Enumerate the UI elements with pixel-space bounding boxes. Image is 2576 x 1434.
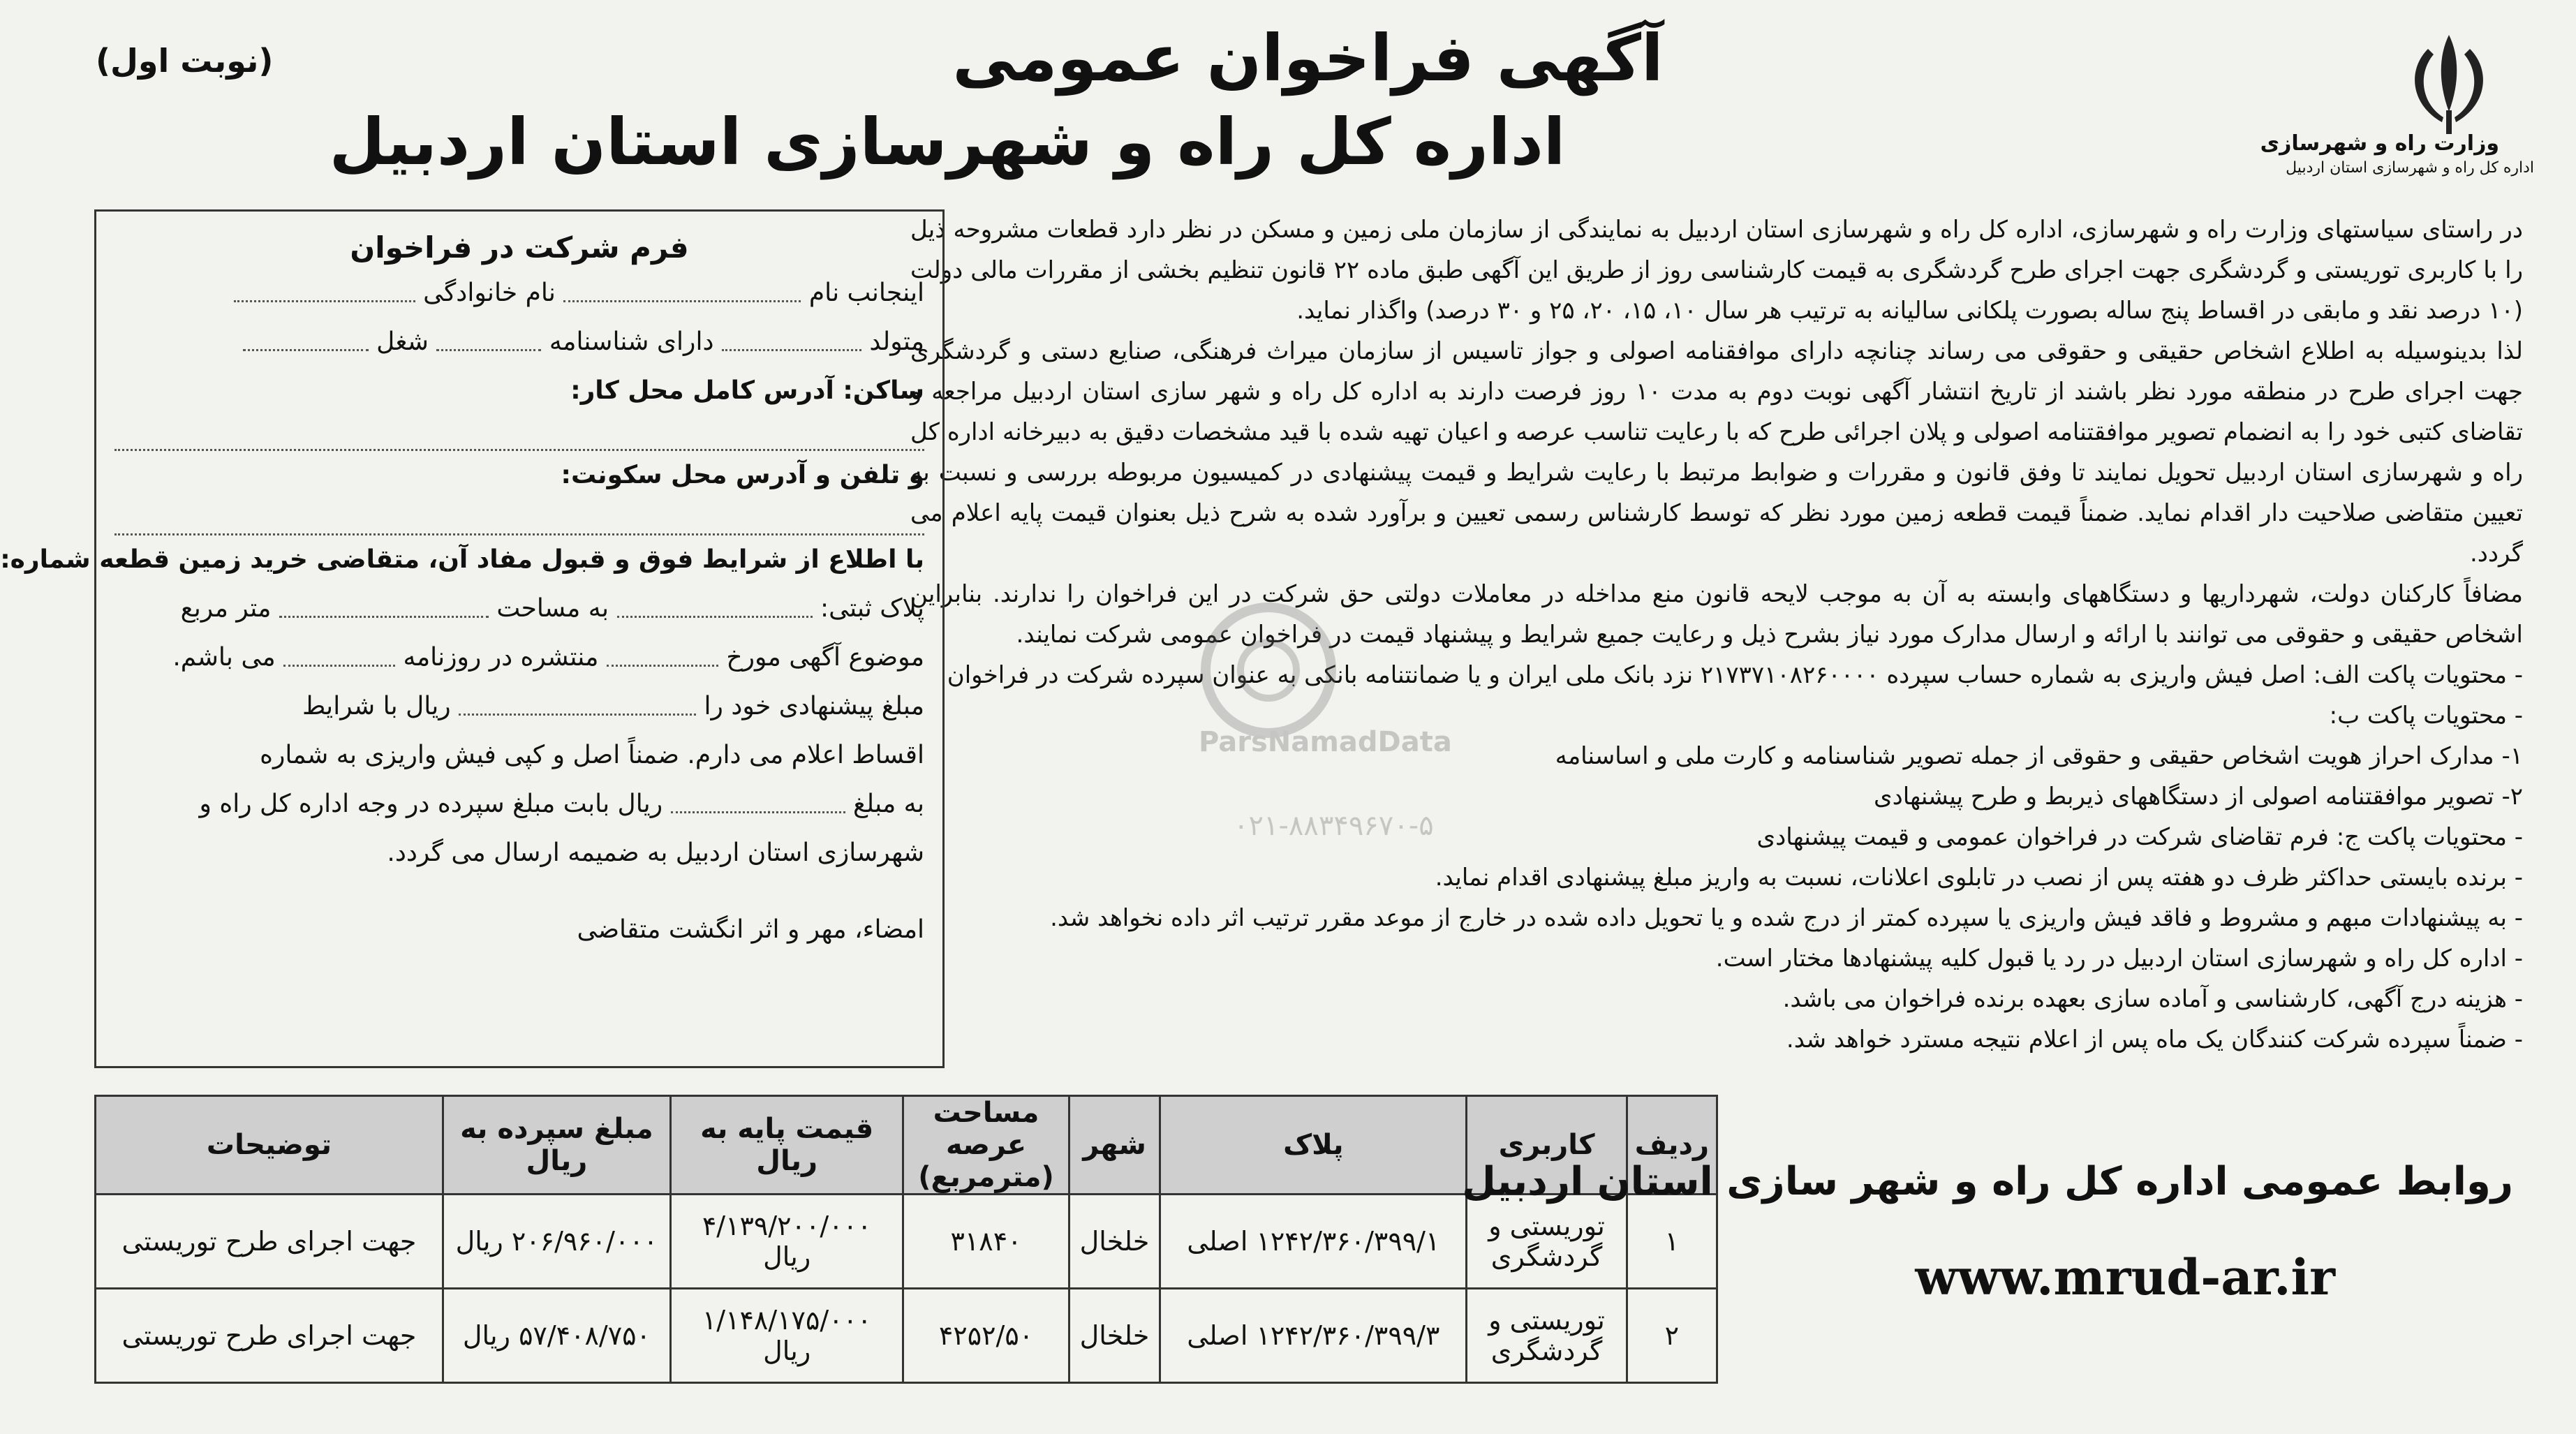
- parcel-request-label: با اطلاع از شرایط فوق و قبول مفاد آن، متقاضی خرید زمین قطعه شماره:: [0, 545, 924, 574]
- body-paragraph: - برنده بایستی حداکثر ظرف دو هفته پس از نصب در تابلوی اعلانات، نسبت به واریز مبلغ پیشنهادی اقدام نماید.: [1435, 864, 2523, 892]
- deposit-text: ریال بابت مبلغ سپرده در وجه اداره کل راه و: [199, 790, 663, 818]
- work-address-label: ساکن: آدرس کامل محل کار:: [570, 376, 924, 405]
- table-cell: ۱/۱۴۸/۱۷۵/۰۰۰ ریال: [670, 1289, 903, 1383]
- body-paragraph: لذا بدینوسیله به اطلاع اشخاص حقیقی و حقوقی می رساند چنانچه دارای موافقنامه اصولی و جواز تاسیس از سازمان میراث فرهنگی، صنایع دستی و گردشگری جهت اجرای طرح در منطقه مورد نظر باشند از تاریخ انتشار آگهی نوبت دوم به مدت ۱۰ روز فرصت دارند به اداره کل راه و شهر سازی استان اردبیل مراجعه و تقاضای کتبی خود را به انضمام تصویر موافقتنامه اصولی و پلان اجرائی طرح که با رعایت تناسب عرصه و اعیان تهیه شده با قید مشخصات دقیق به دبیرخانه اداره کل راه و شهرسازی استان اردبیل تحویل نمایند تا وفق قانون و مقررات و ضوابط مرتبط با رعایت شرایط و قیمت پیشنهادی در کمیسیون مربوطه بررسی و نسبت به تعیین متقاضی صلاحیت دار اقدام نماید. ضمناً قیمت قطعه زمین مورد نظر که توسط کارشناس رسمی تعیین و برآورد شده به شرح ذیل بعنوان قیمت پایه اعلام می گردد.: [910, 337, 2523, 568]
- form-line-name: [114, 269, 924, 318]
- table-header-cell: قیمت پایه به ریال: [670, 1096, 903, 1195]
- watermark-brand: ParsNamadData: [1199, 726, 1452, 758]
- table-cell: ۲۰۶/۹۶۰/۰۰۰ ریال: [443, 1195, 670, 1289]
- birth-field[interactable]: [722, 335, 861, 351]
- body-paragraph: مضافاً کارکنان دولت، شهرداریها و دستگاههای وابسته به آن به موجب لایحه قانون منع مداخله در معاملات دولتی حق شرکت در این فراخوان را ندارند. بنابراین اشخاص حقیقی و حقوقی می توانند با ارائه و ارسال مدارک مورد نیاز بشرح ذیل و رعایت جمیع شرایط و پیشنهاد قیمت در فراخوان عمومی شرکت نمایند.: [910, 580, 2523, 649]
- area-field[interactable]: [279, 602, 489, 618]
- table-cell: توریستی و گردشگری: [1467, 1289, 1627, 1383]
- subject-end: می باشم.: [172, 643, 276, 672]
- home-address-field[interactable]: [114, 500, 924, 535]
- body-paragraph: - هزینه درج آگهی، کارشناسی و آماده سازی بعهده برنده فراخوان می باشد.: [1782, 985, 2523, 1013]
- signature-label: امضاء، مهر و اثر انگشت متقاضی: [577, 915, 924, 944]
- plate-label: پلاک ثبتی:: [820, 594, 924, 623]
- last-name-label: نام خانوادگی: [423, 279, 556, 307]
- table-cell: توریستی و گردشگری: [1467, 1195, 1627, 1289]
- table-header-cell: پلاک: [1160, 1096, 1467, 1195]
- body-paragraph: - محتویات پاکت الف: اصل فیش واریزی به شماره حساب سپرده ۲۱۷۳۷۱۰۸۲۶۰۰۰۰ نزد بانک ملی ایران و یا ضمانتنامه بانکی به عنوان سپرده شرکت در فراخوان: [947, 661, 2523, 689]
- offer-field[interactable]: [459, 700, 696, 716]
- table-row: [96, 1289, 1717, 1383]
- table-header-cell: ردیف: [1627, 1096, 1717, 1195]
- offer-label: مبلغ پیشنهادی خود را: [704, 692, 924, 720]
- table-cell: ۲: [1627, 1289, 1717, 1383]
- first-name-field[interactable]: [563, 286, 801, 302]
- notice-subtitle: اداره کل راه و شهرسازی استان اردبیل: [329, 105, 1566, 179]
- ministry-name: وزارت راه و شهرسازی: [2260, 131, 2499, 156]
- watermark: [1129, 586, 1618, 866]
- table-header-cell: توضیحات: [96, 1096, 443, 1195]
- body-paragraph: - ضمناً سپرده شرکت کنندگان یک ماه پس از اعلام نتیجه مسترد خواهد شد.: [1786, 1026, 2523, 1054]
- table-cell: خلخال: [1069, 1289, 1160, 1383]
- application-form: [0, 209, 945, 1068]
- attachment-text: شهرسازی استان اردبیل به ضمیمه ارسال می گردد.: [387, 838, 924, 867]
- body-paragraph: - اداره کل راه و شهرسازی استان اردبیل در رد یا قبول کلیه پیشنهادها مختار است.: [1715, 945, 2523, 973]
- table-cell: جهت اجرای طرح توریستی: [96, 1289, 443, 1383]
- table-header-cell: مبلغ سپرده به ریال: [443, 1096, 670, 1195]
- table-header-cell: شهر: [1069, 1096, 1160, 1195]
- form-title: فرم شرکت در فراخوان: [350, 230, 689, 265]
- birth-label: متولد: [869, 327, 924, 356]
- form-line-birth: [114, 318, 924, 367]
- form-line-deposit: [114, 780, 924, 829]
- office-name: اداره کل راه و شهرسازی استان اردبیل: [2286, 159, 2534, 177]
- table-cell: ۱: [1627, 1195, 1717, 1289]
- last-name-field[interactable]: [234, 286, 415, 302]
- area-unit: متر مربع: [180, 594, 272, 623]
- form-line-subject: [114, 633, 924, 682]
- table-cell: ۱۲۴۲/۳۶۰/۳۹۹/۳ اصلی: [1160, 1289, 1467, 1383]
- website-link[interactable]: www.mrud-ar.ir: [1915, 1248, 2335, 1306]
- publication-round: (نوبت اول): [96, 42, 274, 80]
- first-name-label: اینجانب نام: [808, 279, 924, 307]
- body-paragraph: - به پیشنهادات مبهم و مشروط و فاقد فیش واریزی یا سپرده کمتر از درج شده و یا تحویل داده شده در خارج از موعد مقرر ترتیب اثر داده نخواهد شد.: [1050, 904, 2523, 932]
- offer-unit: ریال با شرایط: [302, 692, 451, 720]
- newspaper-field[interactable]: [283, 651, 395, 667]
- body-paragraph: ۱- مدارک احراز هویت اشخاص حقیقی و حقوقی از جمله تصویر شناسنامه و کارت ملی و اساسنامه: [1555, 742, 2523, 770]
- area-label: به مساحت: [496, 594, 609, 623]
- date-field[interactable]: [607, 651, 718, 667]
- deposit-label: به مبلغ: [853, 790, 924, 818]
- table-row: [96, 1195, 1717, 1289]
- deposit-field[interactable]: [671, 797, 845, 813]
- table-cell: ۵۷/۴۰۸/۷۵۰ ریال: [443, 1289, 670, 1383]
- table-header-cell: مساحت عرصه (مترمربع): [903, 1096, 1069, 1195]
- date-label: موضوع آگهی مورخ: [726, 643, 924, 672]
- watermark-phone: ۰۲۱-۸۸۳۴۹۶۷۰-۵: [1234, 810, 1434, 842]
- work-address-field[interactable]: [114, 415, 924, 451]
- body-paragraph: در راستای سیاستهای وزارت راه و شهرسازی، اداره کل راه و شهرسازی استان اردبیل به نمایندگی از سازمان ملی زمین و مسکن در نظر دارد قطعات مشروحه ذیل را با کاربری توریستی و گردشگری جهت اجرای طرح گردشگری به قیمت کارشناسی روز از طریق این آگهی طبق ماده ۲۲ قانون تنظیم بخشی از مقررات مالی دولت (۱۰ درصد نقد و مابقی در اقساط پنج ساله بصورت پلکانی سالیانه به ترتیب هر سال ۱۰، ۱۵، ۲۰، ۲۵ و ۳۰ درصد) واگذار نماید.: [910, 216, 2523, 325]
- body-paragraph: ۲- تصویر موافقتنامه اصولی از دستگاههای ذیربط و طرح پیشنهادی: [1874, 783, 2523, 811]
- form-line-plate: [114, 584, 924, 633]
- table-cell: ۴۲۵۲/۵۰: [903, 1289, 1069, 1383]
- job-field[interactable]: [243, 335, 369, 351]
- table-cell: ۱۲۴۲/۳۶۰/۳۹۹/۱ اصلی: [1160, 1195, 1467, 1289]
- table-header-cell: کاربری: [1467, 1096, 1627, 1195]
- installments-text: اقساط اعلام می دارم. ضمناً اصل و کپی فیش واریزی به شماره: [260, 741, 924, 769]
- newspaper-label: منتشره در روزنامه: [403, 643, 599, 672]
- body-paragraph: - محتویات پاکت ب:: [2329, 702, 2523, 730]
- public-relations: روابط عمومی اداره کل راه و شهر سازی استان اردبیل: [1462, 1159, 2513, 1204]
- table-cell: ۳۱۸۴۰: [903, 1195, 1069, 1289]
- job-label: شغل: [376, 327, 429, 356]
- form-line-offer: [114, 682, 924, 731]
- table-cell: جهت اجرای طرح توریستی: [96, 1195, 443, 1289]
- notice-title: آگهی فراخوان عمومی: [952, 21, 1664, 96]
- plate-field[interactable]: [617, 602, 813, 618]
- parcels-table: [94, 1095, 1718, 1384]
- table-cell: خلخال: [1069, 1195, 1160, 1289]
- home-address-label: و تلفن و آدرس محل سکونت:: [561, 461, 924, 489]
- id-label: دارای شناسنامه: [549, 327, 714, 356]
- body-paragraph: - محتویات پاکت ج: فرم تقاضای شرکت در فراخوان عمومی و قیمت پیشنهادی: [1756, 823, 2523, 851]
- id-field[interactable]: [436, 335, 541, 351]
- table-cell: ۴/۱۳۹/۲۰۰/۰۰۰ ریال: [670, 1195, 903, 1289]
